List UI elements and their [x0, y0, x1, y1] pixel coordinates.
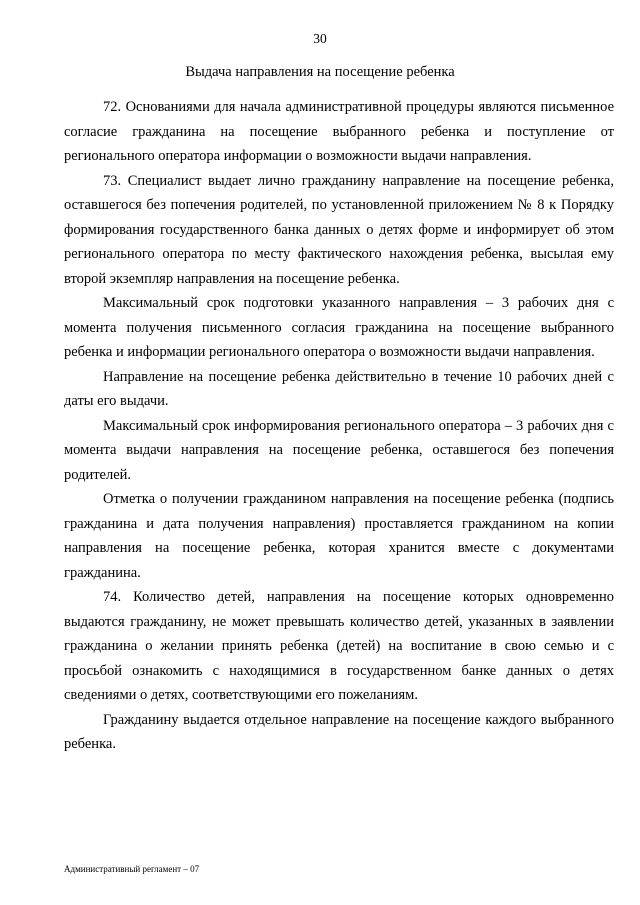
paragraph-receipt-mark: Отметка о получении гражданином направления на посещение ребенка (подпись гражданина и дата получения направления) проставляется гражданином на копии направления на посещение ребенка, которая хранится вместе с документами гражданина. [64, 491, 614, 581]
body-text [64, 95, 614, 757]
paragraph-max-term-preparation: Максимальный срок подготовки указанного направления – 3 рабочих дня с момента получения письменного согласия гражданина на посещение выбранного ребенка и информации регионального оператора о возможности выдачи направления. [64, 295, 614, 360]
section-title: Выдача направления на посещение ребенка [185, 64, 455, 80]
paragraph-max-term-informing: Максимальный срок информирования регионального оператора – 3 рабочих дня с момента выдачи направления на посещение ребенка, оставшегося без попечения родителей. [64, 417, 614, 483]
paragraph-74: 74. Количество детей, направления на посещение которых одновременно выдаются гражданину, не может превышать количество детей, указанных в заявлении гражданина о желании принять ребенка (детей) на воспитание в свою семью и с просьбой ознакомить с находящимися в государственном банке данных о детях сведениями о детях, соответствующими его пожеланиям. [64, 589, 614, 703]
paragraph-separate-direction: Гражданину выдается отдельное направление на посещение каждого выбранного ребенка. [64, 711, 614, 752]
paragraph-72: 72. Основаниями для начала административной процедуры являются письменное согласие гражданина на посещение выбранного ребенка и поступление от регионального оператора информации о возможности выдачи направления. [64, 99, 614, 164]
page-footer: Административный регламент – 07 [64, 864, 200, 874]
paragraph-73: 73. Специалист выдает лично гражданину направление на посещение ребенка, оставшегося без попечения родителей, по установленной приложением № 8 к Порядку формирования государственного банка данных о детях форме и информирует об этом регионального оператора по месту фактического нахождения ребенка, высылая ему второй экземпляр направления на посещение ребенка. [64, 172, 614, 287]
paragraph-validity: Направление на посещение ребенка действительно в течение 10 рабочих дней с даты его выдачи. [64, 368, 614, 409]
page-number: 30 [313, 31, 327, 46]
